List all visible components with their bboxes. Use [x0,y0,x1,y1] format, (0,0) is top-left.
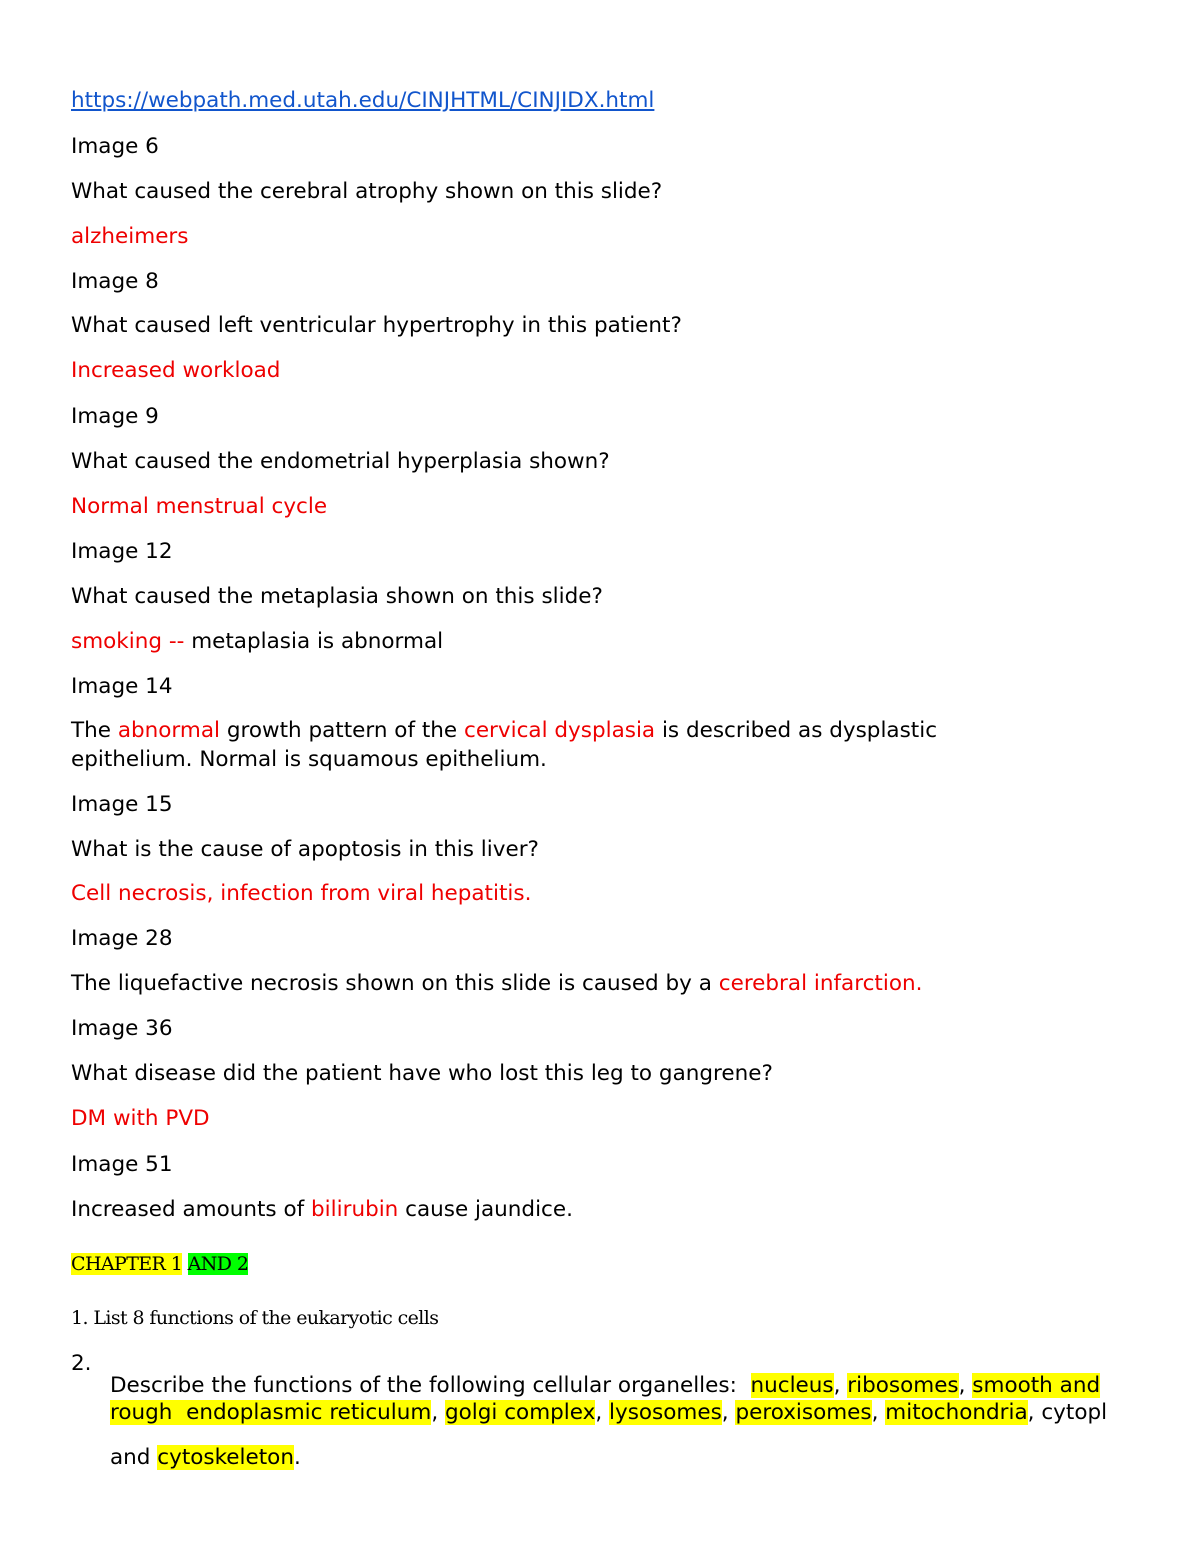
reference-url-line [71,88,654,114]
item-label: Image 36 [71,1016,173,1041]
organelle-golgi: golgi complex [444,1399,596,1425]
question-2-line-3: and cytoskeleton. [110,1444,301,1470]
item-answer: Normal menstrual cycle [71,494,328,519]
answer-red-part: smoking -- [71,629,185,654]
question-1: 1. List 8 functions of the eukaryotic cells [71,1307,439,1329]
chapter-heading-part1: CHAPTER 1 [71,1253,183,1275]
statement-text: growth pattern of the [220,718,464,743]
conjunction-text: and [110,1444,151,1470]
question-2-intro: Describe the functions of the following cellular organelles: [110,1372,737,1398]
question-2-line-1: Describe the functions of the following cellular organelles: nucleus, ribosomes, smooth and [110,1372,1101,1398]
organelle-smooth-er: smooth and [972,1372,1101,1398]
item-answer: Increased workload [71,358,281,383]
item-answer: Cell necrosis, infection from viral hepatitis. [71,881,532,906]
item-statement [71,971,922,997]
item-answer: alzheimers [71,224,189,249]
item-question: What is the cause of apoptosis in this liver? [71,837,539,862]
question-2-line-2: rough endoplasmic reticulum, golgi complex, lysosomes, peroxisomes, mitochondria, cytopl [110,1399,1108,1425]
item-question: What caused the cerebral atrophy shown on this slide? [71,179,663,204]
organelle-nucleus: nucleus [750,1372,834,1398]
item-label: Image 6 [71,134,159,159]
organelle-peroxisomes: peroxisomes [735,1399,872,1425]
item-question: What disease did the patient have who lost this leg to gangrene? [71,1061,773,1086]
organelle-cytoskeleton: cytoskeleton [157,1444,294,1470]
item-statement-cont: epithelium. Normal is squamous epithelium. [71,747,547,772]
item-question: What caused left ventricular hypertrophy in this patient? [71,313,682,338]
webpath-link[interactable]: https://webpath.med.utah.edu/CINJHTML/CINJIDX.html [71,88,655,113]
statement-text: Increased amounts of [71,1197,312,1222]
statement-highlight: cervical dysplasia [464,718,656,743]
statement-text: The [71,718,118,743]
item-label: Image 51 [71,1152,173,1177]
statement-text: cause jaundice. [398,1197,573,1222]
item-label: Image 12 [71,539,173,564]
item-label: Image 15 [71,792,173,817]
item-statement [71,718,937,744]
item-answer [71,629,443,655]
organelle-rough-er: rough endoplasmic reticulum [110,1399,432,1425]
item-question: What caused the metaplasia shown on this slide? [71,584,603,609]
statement-highlight: bilirubin [311,1197,399,1222]
item-label: Image 28 [71,926,173,951]
statement-text: The liquefactive necrosis shown on this slide is caused by a [71,971,719,996]
statement-text: is described as dysplastic [655,718,938,743]
item-label: Image 9 [71,404,159,429]
chapter-heading [71,1251,248,1277]
item-label: Image 8 [71,269,159,294]
organelle-lysosomes: lysosomes [609,1399,722,1425]
organelle-ribosomes: ribosomes [847,1372,959,1398]
chapter-heading-part2: AND 2 [187,1253,249,1275]
item-answer: DM with PVD [71,1106,210,1131]
statement-highlight: cerebral infarction. [718,971,923,996]
organelle-mitochondria: mitochondria [885,1399,1028,1425]
organelle-cytoplasm-partial: cytopl [1041,1399,1108,1425]
statement-highlight: abnormal [117,718,220,743]
answer-note: metaplasia is abnormal [184,629,444,654]
item-label: Image 14 [71,674,173,699]
item-statement [71,1197,573,1223]
question-2-number: 2. [71,1351,92,1376]
item-question: What caused the endometrial hyperplasia shown? [71,449,610,474]
